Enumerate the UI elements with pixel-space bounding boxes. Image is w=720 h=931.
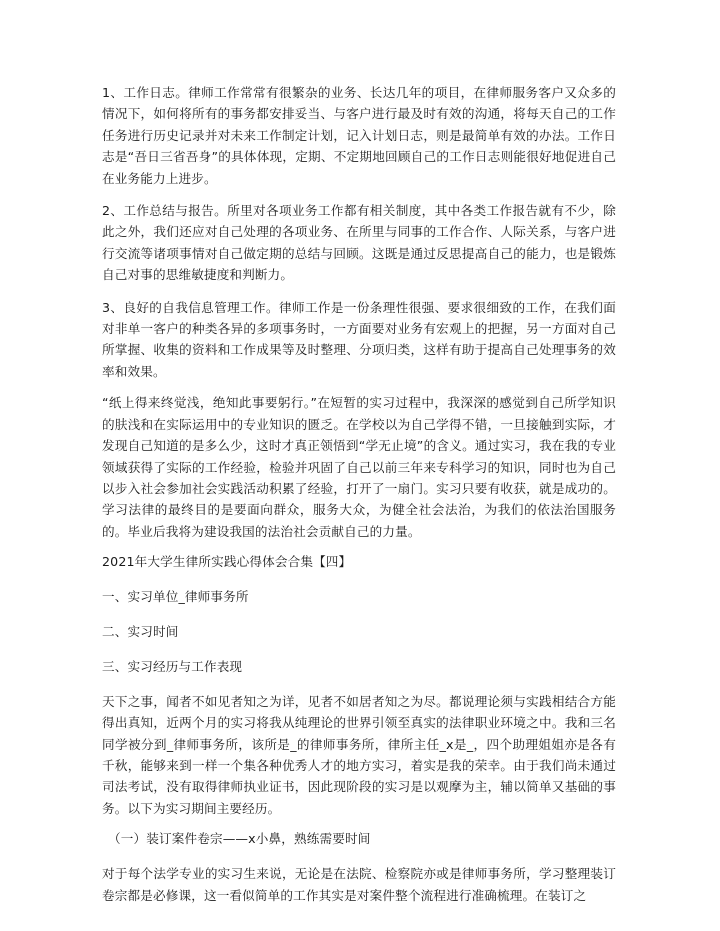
paragraph-reflection: “纸上得来终觉浅，绝知此事要躬行。”在短暂的实习过程中，我深深的感觉到自己所学知识的肤浅和在实际运用中的专业知识的匮乏。在学校以为自己学得不错，一旦接触到实际，才发现自己知道的是多么少，这时才真正领悟到“学无止境”的含义。通过实习，我在我的专业领域获得了实际的工作经验，检验并巩固了自己以前三年来专科学习的知识，同时也为自己以步入社会参加社会实践活动积累了经验，打开了一扇门。实习只要有收获，就是成功的。学习法律的最终目的是要面向群众，服务大众，为健全社会法治，为我们的依法治国服务的。毕业后我将为建设我国的法治社会贡献自己的力量。 [102, 395, 616, 539]
paragraph-work-log: 1、工作日志。律师工作常常有很繁杂的业务、长达几年的项目，在律师服务客户又众多的情况下，如何将所有的事务都安排妥当、与客户进行最及时有效的沟通，将每天自己的工作任务进行历史记录并对未来工作制定计划，记入计划日志，则是最简单有效的办法。工作日志是“吾日三省吾身”的具体体现，定期、不定期地回顾自己的工作日志则能很好地促进自己在业务能力上进步。 [102, 85, 616, 186]
paragraph-binding-files: 对于每个法学专业的实习生来说，无论是在法院、检察院亦或是律师事务所，学习整理装订卷宗都是必修课，这一看似简单的工作其实是对案件整个流程进行准确梳理。在装订之 [102, 866, 616, 903]
section-title: 2021年大学生律所实践心得体会合集【四】 [102, 554, 352, 570]
heading-internship-experience: 三、实习经历与工作表现 [102, 658, 243, 674]
heading-internship-unit: 一、实习单位_律师事务所 [102, 589, 249, 605]
paragraph-experience-body: 天下之事，闻者不如见者知之为详，见者不如居者知之为尽。都说理论须与实践相结合方能得出真知，近两个月的实习将我从纯理论的世界引领至真实的法律职业环境之中。我和三名同学被分到_律师事务所，该所是_的律师事务所，律所主任_x是_，四个助理姐姐亦是各有千秋，能够来到一样一个集各种优秀人才的地方实习，着实是我的荣幸。由于我们尚未通过司法考试，没有取得律师执业证书，因此现阶段的实习是以观摩为主，辅以简单又基础的事务。以下为实习期间主要经历。 [102, 693, 616, 816]
subheading-binding-files: （一）装订案件卷宗——x小鼻，熟练需要时间 [108, 831, 371, 847]
heading-internship-time: 二、实习时间 [102, 623, 179, 639]
document-page [102, 82, 616, 916]
paragraph-work-summary: 2、工作总结与报告。所里对各项业务工作都有相关制度，其中各类工作报告就有不少，除此之外，我们还应对自己处理的各项业务、在所里与同事的工作合作、人际关系，与客户进行交流等诸项事情对自己做定期的总结与回顾。这既是通过反思提高自己的能力，也是锻炼自己对事的思维敏捷度和判断力。 [102, 203, 616, 283]
paragraph-info-management: 3、良好的自我信息管理工作。律师工作是一份条理性很强、要求很细致的工作，在我们面对非单一客户的种类各异的多项事务时，一方面要对业务有宏观上的把握，另一方面对自己所掌握、收集的资料和工作成果等及时整理、分项归类，这样有助于提高自己处理事务的效率和效果。 [102, 299, 616, 379]
